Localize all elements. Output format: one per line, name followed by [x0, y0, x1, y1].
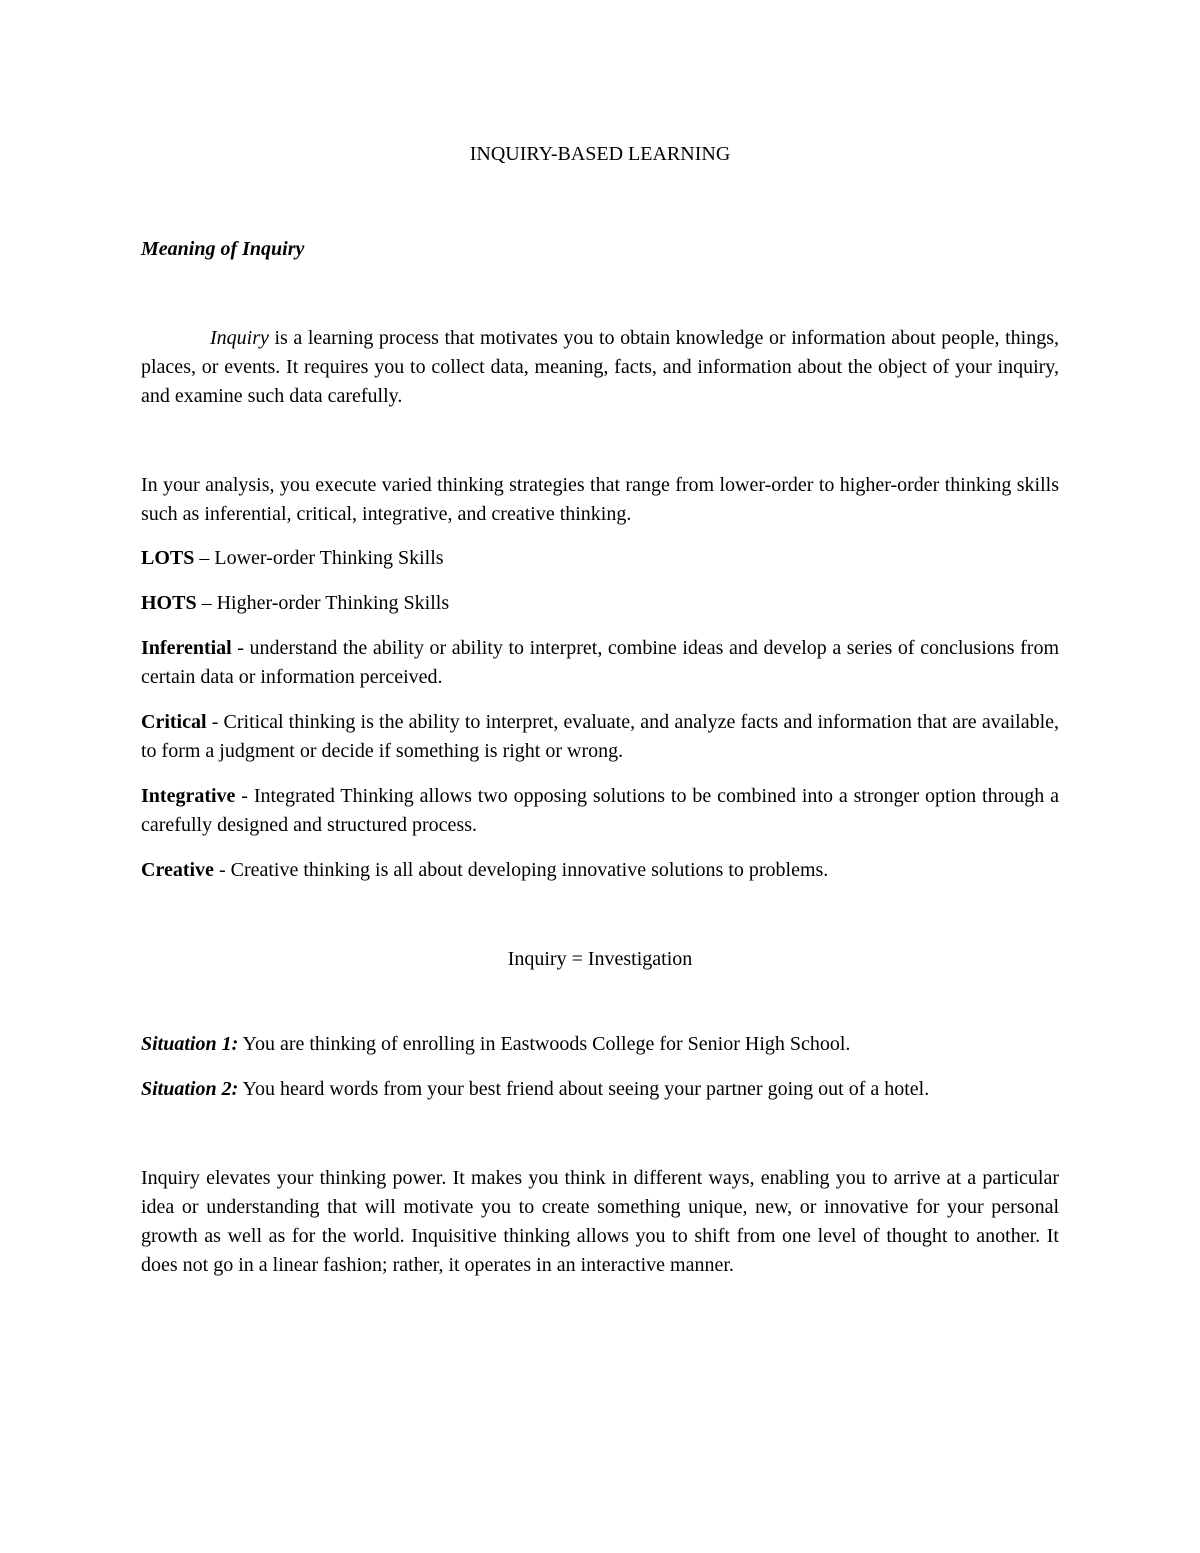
situation-1: [141, 1030, 1059, 1059]
section-heading: Meaning of Inquiry: [141, 238, 305, 260]
definition-separator: -: [235, 785, 254, 807]
definition-term: Inferential: [141, 637, 232, 659]
definition-separator: –: [196, 592, 217, 614]
definition-term: Integrative: [141, 785, 236, 807]
analysis-paragraph: In your analysis, you execute varied thinking strategies that range from lower-order to higher-order thinking skills such as inferential, critical, integrative, and creative thinking.: [141, 474, 1059, 525]
document-title: INQUIRY-BASED LEARNING: [469, 143, 731, 165]
definition-term: HOTS: [141, 592, 197, 614]
definition-text: Integrated Thinking allows two opposing solutions to be combined into a stronger option through a carefully designed and structured process.: [141, 785, 1059, 836]
definition-separator: -: [231, 637, 250, 659]
situation-label: Situation 1:: [141, 1033, 239, 1055]
situation-text: You are thinking of enrolling in Eastwoods College for Senior High School.: [238, 1033, 851, 1055]
definition-separator: -: [213, 859, 231, 881]
situation-2: [141, 1075, 1059, 1104]
definition-text: Critical thinking is the ability to interpret, evaluate, and analyze facts and information that are available, to form a judgment or decide if something is right or wrong.: [141, 711, 1059, 762]
intro-paragraph: [141, 324, 1059, 411]
definition-separator: –: [194, 547, 215, 569]
situation-text: You heard words from your best friend about seeing your partner going out of a hotel.: [238, 1078, 930, 1100]
definition-text: understand the ability or ability to interpret, combine ideas and develop a series of conclusions from certain data or information perceived.: [141, 637, 1059, 688]
definition-hots: [141, 589, 1059, 618]
definition-lots: [141, 544, 1059, 573]
definition-term: Creative: [141, 859, 214, 881]
inquiry-equation: Inquiry = Investigation: [507, 948, 693, 970]
definition-separator: -: [206, 711, 224, 733]
document-body: [141, 140, 1059, 1280]
intro-lead-term: Inquiry: [210, 327, 269, 349]
definition-text: Lower-order Thinking Skills: [214, 547, 444, 569]
definition-text: Higher-order Thinking Skills: [216, 592, 450, 614]
definition-integrative: [141, 782, 1059, 840]
definition-creative: [141, 856, 1059, 885]
situation-label: Situation 2:: [141, 1078, 239, 1100]
definition-inferential: [141, 634, 1059, 692]
definition-term: Critical: [141, 711, 207, 733]
definition-term: LOTS: [141, 547, 195, 569]
closing-paragraph: Inquiry elevates your thinking power. It makes you think in different ways, enabling you to arrive at a particular idea or understanding that will motivate you to create something unique, new, or innovative for your personal growth as well as for the world. Inquisitive thinking allows you to shift from one level of thought to another. It does not go in a linear fashion; rather, it operates in an interactive manner.: [141, 1167, 1059, 1276]
intro-text: is a learning process that motivates you to obtain knowledge or information about people, things, places, or events. It requires you to collect data, meaning, facts, and information about the object of your inquiry, and examine such data carefully.: [141, 327, 1059, 407]
definition-critical: [141, 708, 1059, 766]
definition-text: Creative thinking is all about developing innovative solutions to problems.: [230, 859, 829, 881]
